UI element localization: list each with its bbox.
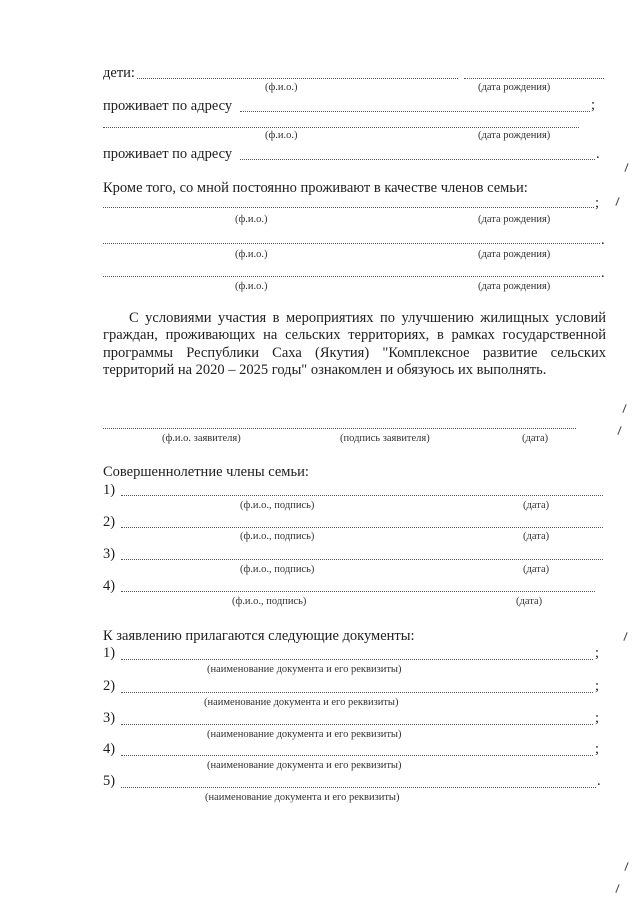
adult-2-number: 2) xyxy=(103,514,116,530)
adult-1-field[interactable] xyxy=(121,495,603,496)
period: . xyxy=(601,265,605,281)
agreement-paragraph: С условиями участия в мероприятиях по улучшению жилищных условий граждан, проживающих на сельских территориях, в рамках государственной программы Республики Саха (Якутия) "Комплексное развитие сельских территорий на 2020 – 2025 годы" ознакомлен и обязуюсь их выполнять. xyxy=(103,310,606,378)
caption-fio: (ф.и.о.) xyxy=(235,281,268,292)
doc-4-number: 4) xyxy=(103,741,116,757)
children-label: дети: xyxy=(103,65,135,81)
caption-birthdate: (дата рождения) xyxy=(478,214,551,225)
caption-fio-signature: (ф.и.о., подпись) xyxy=(240,531,315,542)
address-field[interactable] xyxy=(240,111,590,112)
adult-3-field[interactable] xyxy=(121,559,603,560)
adult-2-field[interactable] xyxy=(121,527,603,528)
period: . xyxy=(597,773,601,789)
family-member-field[interactable] xyxy=(103,207,594,208)
caption-date: (дата) xyxy=(523,564,550,575)
period: . xyxy=(596,146,600,162)
semicolon: ; xyxy=(595,741,600,757)
adult-4-number: 4) xyxy=(103,578,116,594)
doc-5-number: 5) xyxy=(103,773,116,789)
caption-applicant-signature: (подпись заявителя) xyxy=(340,433,430,444)
doc-1-number: 1) xyxy=(103,645,116,661)
caption-document: (наименование документа и его реквизиты) xyxy=(207,664,402,675)
caption-fio: (ф.и.о.) xyxy=(235,214,268,225)
scan-mark xyxy=(615,884,619,893)
caption-fio-signature: (ф.и.о., подпись) xyxy=(232,596,307,607)
caption-birthdate: (дата рождения) xyxy=(478,82,551,93)
caption-birthdate: (дата рождения) xyxy=(478,249,551,260)
caption-document: (наименование документа и его реквизиты) xyxy=(204,697,399,708)
semicolon: ; xyxy=(591,97,596,113)
children-birthdate-field[interactable] xyxy=(464,78,604,79)
address-field[interactable] xyxy=(240,159,595,160)
caption-fio: (ф.и.о.) xyxy=(265,130,298,141)
caption-date: (дата) xyxy=(522,433,549,444)
child-2-field[interactable] xyxy=(103,127,579,128)
semicolon: ; xyxy=(595,710,600,726)
caption-fio: (ф.и.о.) xyxy=(265,82,298,93)
adult-4-field[interactable] xyxy=(121,591,595,592)
scan-mark xyxy=(617,426,621,435)
semicolon: ; xyxy=(595,195,600,211)
doc-3-field[interactable] xyxy=(121,724,593,725)
doc-4-field[interactable] xyxy=(121,755,593,756)
caption-date: (дата) xyxy=(516,596,543,607)
doc-2-field[interactable] xyxy=(121,692,593,693)
doc-3-number: 3) xyxy=(103,710,116,726)
adult-3-number: 3) xyxy=(103,546,116,562)
scan-mark xyxy=(615,197,619,206)
documents-heading: К заявлению прилагаются следующие документы: xyxy=(103,628,415,644)
caption-applicant-name: (ф.и.о. заявителя) xyxy=(162,433,241,444)
lives-at-label: проживает по адресу xyxy=(103,146,233,162)
caption-fio-signature: (ф.и.о., подпись) xyxy=(240,564,315,575)
family-heading: Кроме того, со мной постоянно проживают в качестве членов семьи: xyxy=(103,180,528,196)
family-member-field[interactable] xyxy=(103,276,600,277)
caption-document: (наименование документа и его реквизиты) xyxy=(207,760,402,771)
scan-mark xyxy=(624,862,628,871)
doc-1-field[interactable] xyxy=(121,659,593,660)
caption-document: (наименование документа и его реквизиты) xyxy=(207,729,402,740)
lives-at-label: проживает по адресу xyxy=(103,98,233,114)
caption-fio: (ф.и.о.) xyxy=(235,249,268,260)
caption-document: (наименование документа и его реквизиты) xyxy=(205,792,400,803)
semicolon: ; xyxy=(595,678,600,694)
scan-mark xyxy=(624,163,628,172)
adults-heading: Совершеннолетние члены семьи: xyxy=(103,464,309,480)
doc-5-field[interactable] xyxy=(121,787,596,788)
applicant-signature-field[interactable] xyxy=(103,428,576,429)
caption-fio-signature: (ф.и.о., подпись) xyxy=(240,500,315,511)
scan-mark xyxy=(622,404,626,413)
family-member-field[interactable] xyxy=(103,243,600,244)
caption-date: (дата) xyxy=(523,531,550,542)
doc-2-number: 2) xyxy=(103,678,116,694)
period: . xyxy=(601,232,605,248)
adult-1-number: 1) xyxy=(103,482,116,498)
caption-date: (дата) xyxy=(523,500,550,511)
caption-birthdate: (дата рождения) xyxy=(478,130,551,141)
scan-mark xyxy=(623,632,627,641)
caption-birthdate: (дата рождения) xyxy=(478,281,551,292)
children-fio-field[interactable] xyxy=(137,78,458,79)
semicolon: ; xyxy=(595,645,600,661)
